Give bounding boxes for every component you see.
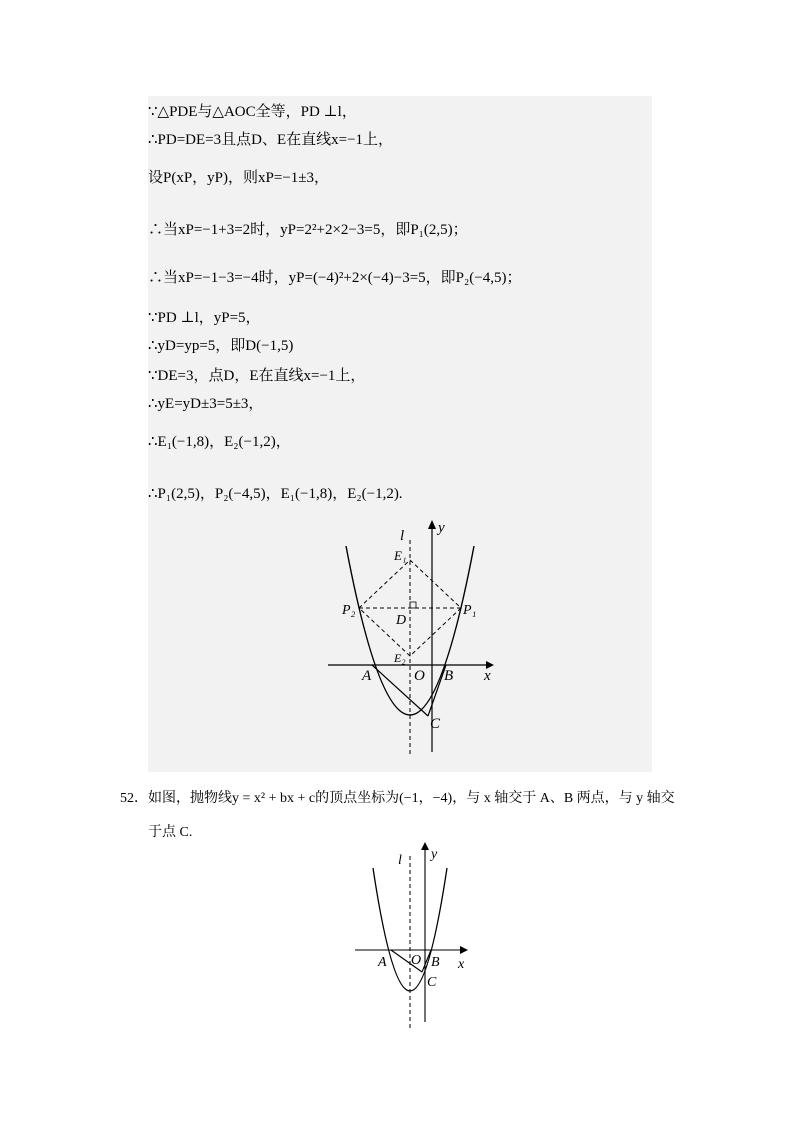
- label-x: x: [484, 668, 491, 684]
- problem-text-line-1: 如图，抛物线y = x² + bx + c的顶点坐标为(−1，−4)，与 x 轴交于 A、B 两点，与 y 轴交: [148, 791, 675, 806]
- solution-line-5: ∴当xP=−1−3=−4时，yP=(−4)²+2×(−4)−3=5，即P₂(−4,5)；: [148, 270, 522, 286]
- label-P2: P₂: [342, 603, 356, 618]
- label-D: D: [396, 613, 407, 628]
- fig2-label-O: O: [411, 953, 422, 968]
- solution-line-3: 设P(xP，yP)，则xP=−1±3，: [148, 170, 330, 186]
- label-A: A: [362, 668, 372, 684]
- label-y: y: [438, 520, 445, 536]
- solution-line-9: ∴yE=yD±3=5±3，: [148, 396, 264, 412]
- solution-block: [148, 96, 652, 772]
- fig2-label-A: A: [378, 955, 387, 970]
- solution-line-6: ∵PD ⊥l，yP=5，: [148, 310, 261, 326]
- solution-line-7: ∴yD=yp=5，即D(−1,5): [148, 338, 294, 354]
- parabola-figure-2: [355, 842, 475, 1032]
- solution-line-11: ∴P₁(2,5)，P₂(−4,5)，E₁(−1,8)，E₂(−1,2).: [148, 486, 403, 502]
- fig2-label-y: y: [431, 847, 438, 862]
- problem-52: [120, 782, 700, 850]
- solution-line-8: ∵DE=3，点D，E在直线x=−1上，: [148, 368, 366, 384]
- label-B: B: [444, 668, 454, 684]
- label-P1: P₁: [463, 603, 477, 618]
- label-E2: E₂: [394, 651, 406, 665]
- fig2-label-B: B: [431, 955, 440, 970]
- solution-line-1: ∵△PDE与△AOC全等，PD ⊥l，: [148, 104, 357, 120]
- label-C: C: [430, 716, 441, 732]
- label-l: l: [400, 528, 405, 544]
- problem-number: 52．: [120, 791, 148, 806]
- fig2-label-C: C: [427, 975, 437, 990]
- label-E1: E₁: [394, 548, 407, 563]
- label-O: O: [414, 668, 425, 684]
- solution-line-10: ∴E₁(−1,8)，E₂(−1,2)，: [148, 434, 291, 450]
- solution-line-4: ∴当xP=−1+3=2时，yP=2²+2×2−3=5，即P₁(2,5)；: [148, 222, 468, 238]
- fig2-label-l: l: [398, 853, 402, 868]
- solution-line-2: ∴PD=DE=3且点D、E在直线x=−1上，: [148, 132, 394, 148]
- fig2-label-x: x: [458, 957, 465, 972]
- parabola-figure-1: [328, 520, 508, 760]
- problem-text-line-2: 于点 C.: [148, 825, 193, 840]
